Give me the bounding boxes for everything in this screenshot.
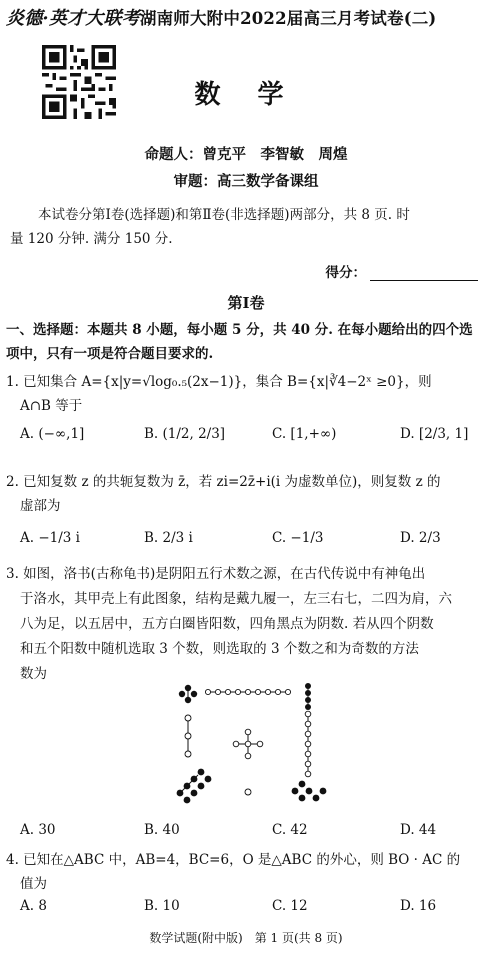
exam-header [6,4,436,30]
score-blank [370,266,478,281]
score-label: 得分： [325,265,366,281]
luoshu-figure [168,680,348,805]
q2-stem-1: 2. 已知复数 z 的共轭复数为 z̄，若 zi=2z̄+i(i 为虚数单位)，则复数 z 的 [6,474,441,490]
exam-title: 湖南师大附中2022届高三月考试卷(二) [139,9,437,28]
q1-option-b: B. (1/2, 2/3] [144,426,226,442]
q4-stem-1: 4. 已知在△ABC 中，AB=4，BC=6，O 是△ABC 的外心，则 BO · AC 的 [6,852,461,868]
score-field [326,261,479,281]
q2-stem-2: 虚部为 [20,498,61,514]
q2-option-c: C. −1/3 [272,530,324,546]
instructions-line-1: 一、选择题：本题共 8 小题，每小题 5 分，共 40 分. 在每小题给出的四个选 [6,322,473,338]
reviewer: 审题：高三数学备课组 [173,173,319,190]
q1-option-d: D. [2/3, 1] [400,426,469,442]
q1-stem-2: A∩B 等于 [20,398,83,414]
q3-option-d: D. 44 [400,822,437,838]
q4-stem-2: 值为 [20,876,47,892]
intro-line-2: 量 120 分钟. 满分 150 分. [10,231,173,247]
q4-option-d: D. 16 [400,898,437,914]
page-footer: 数学试题(附中版) 第 1 页(共 8 页) [149,931,343,945]
q2-option-d: D. 2/3 [400,530,441,546]
intro-line-1: 本试卷分第Ⅰ卷(选择题)和第Ⅱ卷(非选择题)两部分，共 8 页. 时 [38,207,410,223]
q1-stem-1: 1. 已知集合 A={x|y=√log₀.₅(2x−1)}，集合 B={x|∛4−2ˣ ≥0}，则 [6,374,432,390]
section-title: 第Ⅰ卷 [227,294,265,312]
q4-option-a: A. 8 [20,898,47,914]
q3-option-a: A. 30 [20,822,56,838]
q3-stem-1: 3. 如图，洛书(古称龟书)是阴阳五行术数之源，在古代传说中有神龟出 [6,566,426,582]
q1-option-a: A. (−∞,1] [20,426,85,442]
authors: 命题人：曾克平 李智敏 周煌 [144,146,348,163]
q2-option-b: B. 2/3 i [144,530,193,546]
q3-stem-5: 数为 [20,666,47,682]
q4-option-b: B. 10 [144,898,180,914]
q3-option-b: B. 40 [144,822,180,838]
q4-option-c: C. 12 [272,898,308,914]
q1-option-c: C. [1,+∞) [272,426,337,442]
instructions-line-2: 项中，只有一项是符合题目要求的. [6,346,214,362]
q3-stem-3: 八为足，以五居中，五方白圈皆阳数，四角黑点为阴数. 若从四个阴数 [20,616,434,632]
q3-option-c: C. 42 [272,822,308,838]
q2-option-a: A. −1/3 i [20,530,80,546]
subject-title: 数 学 [194,80,298,110]
brand-name: 炎德·英才大联考 [6,8,140,29]
q3-stem-2: 于洛水，其甲壳上有此图象，结构是戴九履一，左三右七，二四为肩，六 [20,591,452,607]
q3-stem-4: 和五个阳数中随机选取 3 个数，则选取的 3 个数之和为奇数的方法 [20,641,419,657]
